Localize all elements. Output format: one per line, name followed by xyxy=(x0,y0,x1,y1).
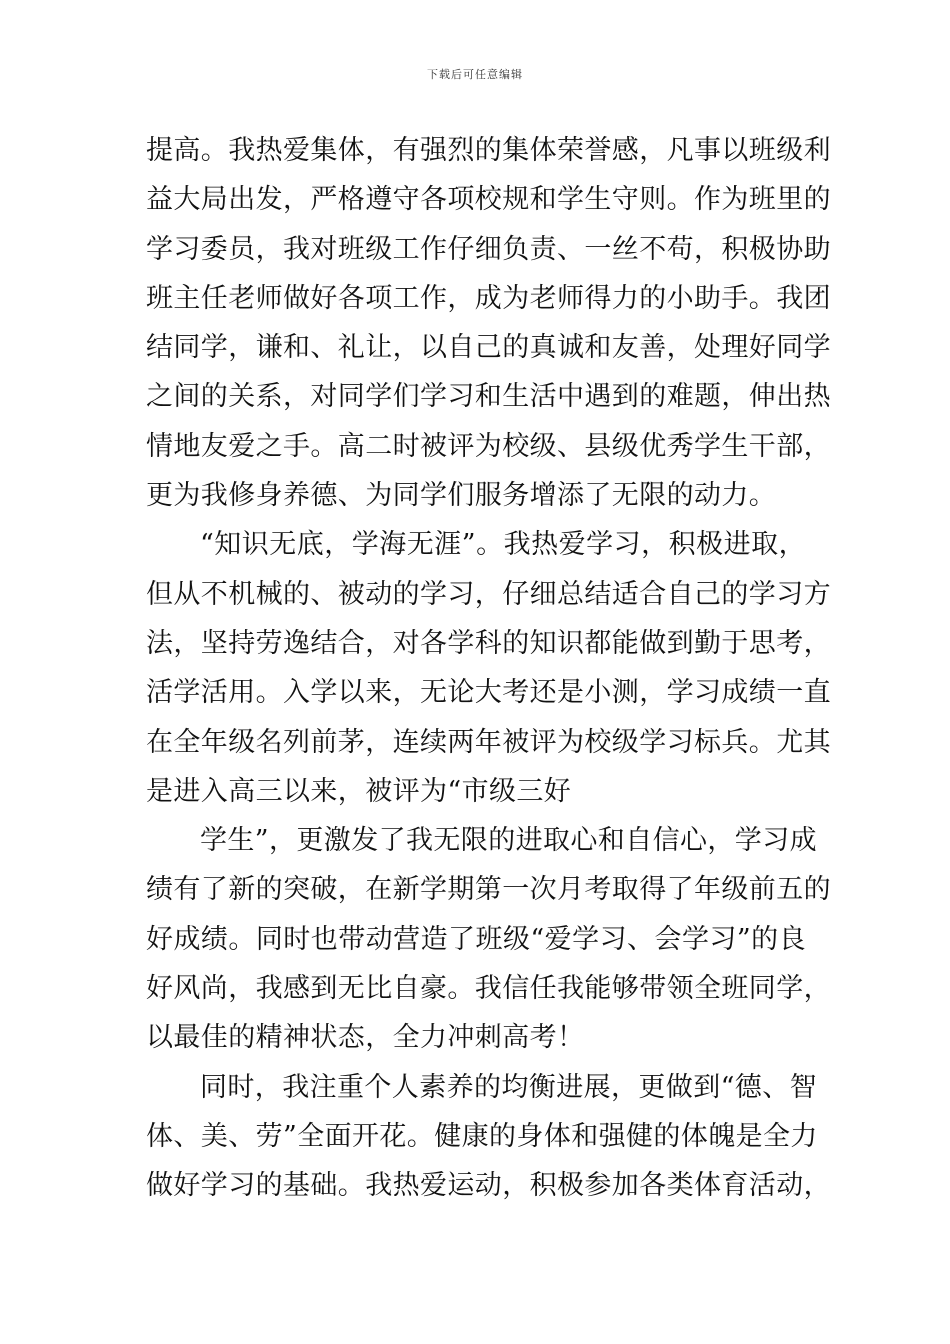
text-line: 活学活用。入学以来，无论大考还是小测，学习成绩一直 xyxy=(146,677,831,709)
text-line: 以最佳的精神状态，全力冲刺高考！ xyxy=(146,1022,585,1054)
text-line: 好成绩。同时也带动营造了班级“爱学习、会学习”的良 xyxy=(146,923,806,955)
text-line: 做好学习的基础。我热爱运动，积极参加各类体育活动， xyxy=(146,1170,831,1202)
text-line: 好风尚，我感到无比自豪。我信任我能够带领全班同学， xyxy=(146,973,831,1005)
text-line: 益大局出发，严格遵守各项校规和学生守则。作为班里的 xyxy=(146,184,831,216)
document-body xyxy=(146,126,831,1211)
text-line: 班主任老师做好各项工作，成为老师得力的小助手。我团 xyxy=(146,282,831,314)
text-line: 学习委员，我对班级工作仔细负责、一丝不苟，积极协助 xyxy=(146,233,831,265)
paragraph-start-line: 同时，我注重个人素养的均衡进展，更做到“德、智 xyxy=(200,1071,818,1103)
text-line: 结同学，谦和、礼让，以自己的真诚和友善，处理好同学 xyxy=(146,332,831,364)
text-line: 体、美、劳”全面开花。健康的身体和强健的体魄是全力 xyxy=(146,1120,818,1152)
text-line: 情地友爱之手。高二时被评为校级、县级优秀学生干部， xyxy=(146,430,831,462)
text-line: 绩有了新的突破，在新学期第一次月考取得了年级前五的 xyxy=(146,874,831,906)
text-line: 之间的关系，对同学们学习和生活中遇到的难题，伸出热 xyxy=(146,381,831,413)
text-line: 法，坚持劳逸结合，对各学科的知识都能做到勤于思考， xyxy=(146,627,831,659)
text-line: 提高。我热爱集体，有强烈的集体荣誉感，凡事以班级利 xyxy=(146,135,831,166)
text-line: 但从不机械的、被动的学习，仔细总结适合自己的学习方 xyxy=(146,578,831,610)
text-line: 是进入高三以来，被评为“市级三好 xyxy=(146,775,572,807)
text-line: 更为我修身养德、为同学们服务增添了无限的动力。 xyxy=(146,480,777,512)
page-header: 下载后可任意编辑 xyxy=(427,68,523,81)
text-line: 在全年级名列前茅，连续两年被评为校级学习标兵。尤其 xyxy=(146,726,831,758)
paragraph-start-line: 学生”，更激发了我无限的进取心和自信心，学习成 xyxy=(200,825,818,857)
paragraph-start-line: “知识无底，学海无涯”。我热爱学习，积极进取， xyxy=(200,529,806,561)
